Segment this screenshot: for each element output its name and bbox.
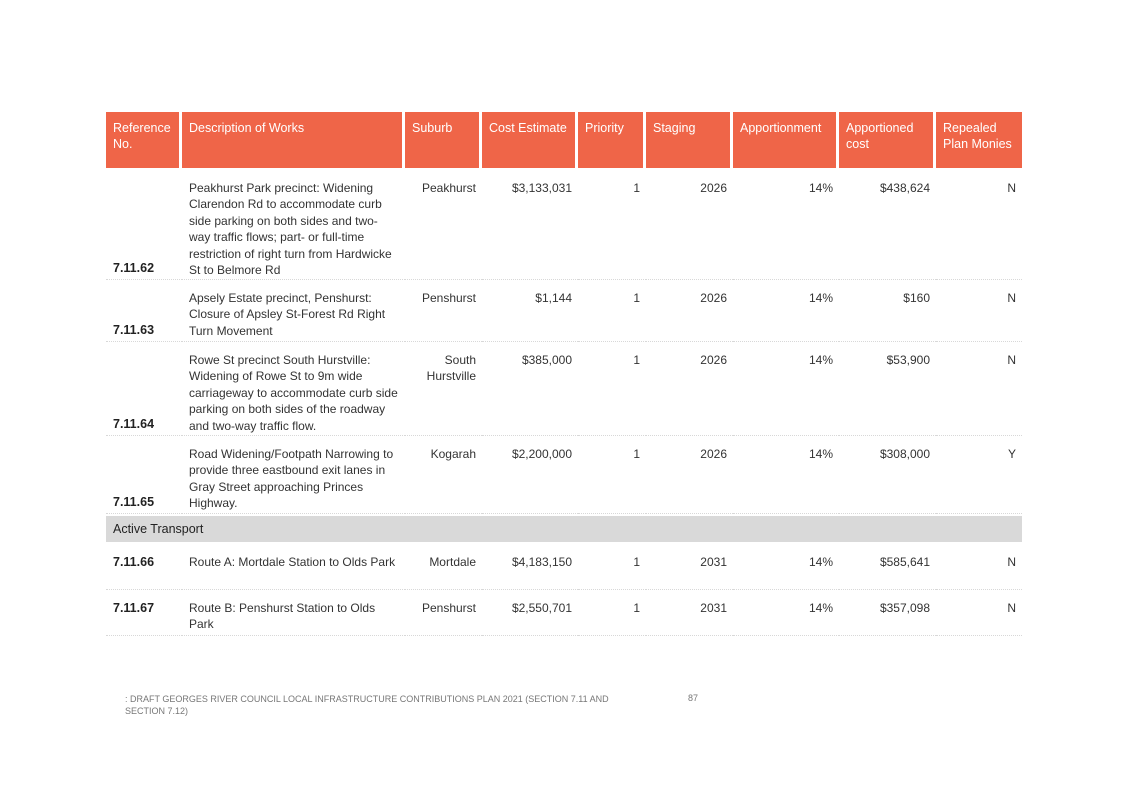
cell-priority: 1 bbox=[578, 170, 646, 280]
cell-apportioned-cost: $438,624 bbox=[839, 170, 936, 280]
cell-suburb: South Hurstville bbox=[405, 342, 482, 436]
cell-cost: $4,183,150 bbox=[482, 544, 578, 590]
cell-staging: 2031 bbox=[646, 590, 733, 636]
section-label: Active Transport bbox=[106, 514, 1022, 544]
cell-priority: 1 bbox=[578, 544, 646, 590]
cell-staging: 2026 bbox=[646, 342, 733, 436]
table-row bbox=[106, 342, 1022, 436]
works-table bbox=[106, 112, 1022, 636]
cell-cost: $385,000 bbox=[482, 342, 578, 436]
col-header-priority: Priority bbox=[578, 112, 646, 170]
col-header-suburb: Suburb bbox=[405, 112, 482, 170]
cell-repealed: Y bbox=[936, 436, 1022, 514]
cell-suburb: Penshurst bbox=[405, 280, 482, 342]
cell-repealed: N bbox=[936, 544, 1022, 590]
cell-ref: 7.11.67 bbox=[106, 590, 182, 636]
cell-apportionment: 14% bbox=[733, 544, 839, 590]
col-header-cost-estimate: Cost Estimate bbox=[482, 112, 578, 170]
cell-ref: 7.11.66 bbox=[106, 544, 182, 590]
cell-staging: 2026 bbox=[646, 436, 733, 514]
cell-repealed: N bbox=[936, 590, 1022, 636]
col-header-repealed: Repealed Plan Monies bbox=[936, 112, 1022, 170]
cell-ref: 7.11.65 bbox=[106, 436, 182, 514]
table-row bbox=[106, 544, 1022, 590]
table-row bbox=[106, 590, 1022, 636]
cell-description: Apsely Estate precinct, Penshurst: Closure of Apsley St-Forest Rd Right Turn Movement bbox=[182, 280, 405, 342]
section-row-active-transport bbox=[106, 514, 1022, 544]
cell-apportionment: 14% bbox=[733, 436, 839, 514]
header-row bbox=[106, 112, 1022, 170]
cell-staging: 2026 bbox=[646, 280, 733, 342]
cell-suburb: Kogarah bbox=[405, 436, 482, 514]
cell-apportionment: 14% bbox=[733, 342, 839, 436]
cell-priority: 1 bbox=[578, 436, 646, 514]
cell-cost: $1,144 bbox=[482, 280, 578, 342]
footer-document-title: : DRAFT GEORGES RIVER COUNCIL LOCAL INFRASTRUCTURE CONTRIBUTIONS PLAN 2021 (SECTION 7.11 AND SECTION 7.12) bbox=[125, 694, 609, 716]
cell-description: Road Widening/Footpath Narrowing to provide three eastbound exit lanes in Gray Street approaching Princes Highway. bbox=[182, 436, 405, 514]
table-row bbox=[106, 170, 1022, 280]
cell-ref: 7.11.63 bbox=[106, 280, 182, 342]
cell-description: Route A: Mortdale Station to Olds Park bbox=[182, 544, 405, 590]
page-number: 87 bbox=[688, 693, 699, 703]
cell-cost: $3,133,031 bbox=[482, 170, 578, 280]
col-header-staging: Staging bbox=[646, 112, 733, 170]
cell-staging: 2026 bbox=[646, 170, 733, 280]
col-header-apportionment: Apportionment bbox=[733, 112, 839, 170]
cell-repealed: N bbox=[936, 280, 1022, 342]
cell-priority: 1 bbox=[578, 342, 646, 436]
cell-repealed: N bbox=[936, 170, 1022, 280]
cell-description: Route B: Penshurst Station to Olds Park bbox=[182, 590, 405, 636]
cell-priority: 1 bbox=[578, 590, 646, 636]
cell-priority: 1 bbox=[578, 280, 646, 342]
cell-cost: $2,200,000 bbox=[482, 436, 578, 514]
cell-description: Peakhurst Park precinct: Widening Clarendon Rd to accommodate curb side parking on both sides and two-way traffic flows; part- or full-time restriction of right turn from Hardwicke St to Belmore Rd bbox=[182, 170, 405, 280]
cell-cost: $2,550,701 bbox=[482, 590, 578, 636]
cell-staging: 2031 bbox=[646, 544, 733, 590]
cell-apportionment: 14% bbox=[733, 590, 839, 636]
table-row bbox=[106, 436, 1022, 514]
cell-apportionment: 14% bbox=[733, 280, 839, 342]
cell-suburb: Penshurst bbox=[405, 590, 482, 636]
cell-suburb: Mortdale bbox=[405, 544, 482, 590]
cell-apportionment: 14% bbox=[733, 170, 839, 280]
table-row bbox=[106, 280, 1022, 342]
cell-apportioned-cost: $53,900 bbox=[839, 342, 936, 436]
cell-ref: 7.11.64 bbox=[106, 342, 182, 436]
cell-apportioned-cost: $160 bbox=[839, 280, 936, 342]
col-header-apportioned-cost: Apportioned cost bbox=[839, 112, 936, 170]
col-header-reference: Reference No. bbox=[106, 112, 182, 170]
cell-description: Rowe St precinct South Hurstville: Widening of Rowe St to 9m wide carriageway to accommodate curb side parking on both sides of the roadway and two-way traffic flow. bbox=[182, 342, 405, 436]
cell-ref: 7.11.62 bbox=[106, 170, 182, 280]
col-header-description: Description of Works bbox=[182, 112, 405, 170]
cell-repealed: N bbox=[936, 342, 1022, 436]
cell-apportioned-cost: $308,000 bbox=[839, 436, 936, 514]
cell-suburb: Peakhurst bbox=[405, 170, 482, 280]
cell-apportioned-cost: $585,641 bbox=[839, 544, 936, 590]
cell-apportioned-cost: $357,098 bbox=[839, 590, 936, 636]
